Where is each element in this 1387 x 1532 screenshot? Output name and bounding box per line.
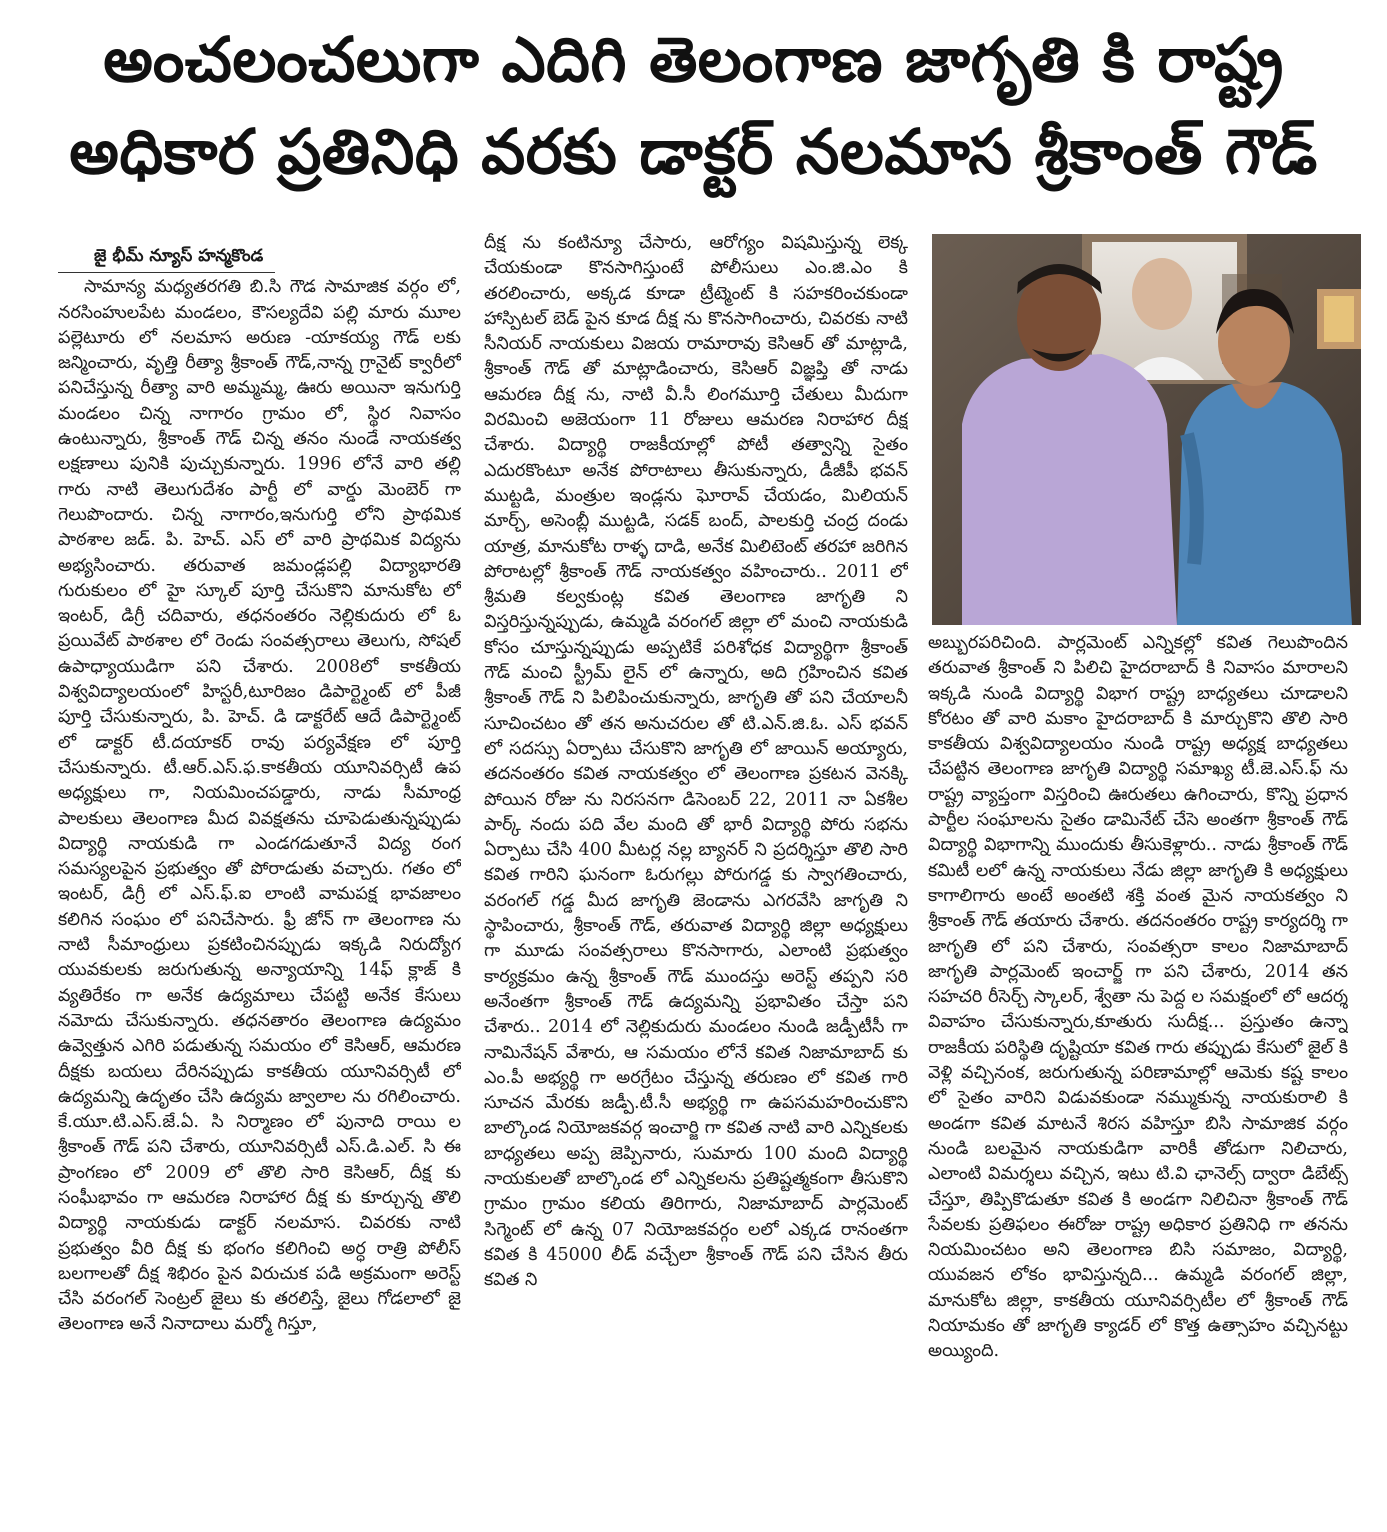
- article-paragraph-3: అబ్బురపరిచింది. పార్లమెంట్ ఎన్నికల్లో కవిత గెలుపొందిన తరువాత శ్రీకాంత్ ని పిలిచి హైదరాబాద్ కి నివాసం మారాలని ఇక్కడి నుండి విద్యార్థి విభాగ రాష్ట్ర బాధ్యతలు చూడాలని కోరటం తో వారి మకాం హైదరాబాద్ కి మార్చుకొని తొలి సారి కాకతీయ విశ్వవిద్యాలయం నుండి రాష్ట్ర అధ్యక్ష బాధ్యతలు చేపట్టిన తెలంగాణ జాగృతి విద్యార్థి సమాఖ్య టీ.జె.ఎస్.ఫ్ ను రాష్ట్ర వ్యాప్తంగా విస్తరించి ఊరుతలు ఉగించారు, కొన్ని ప్రధాన పార్టీల సంఘాలను సైతం డామినేట్ చేసె అంతగా శ్రీకాంత్ గౌడ్ విద్యార్థి విభాగాన్ని ముందుకు తీసుకెళ్లారు.. నాడు శ్రీకాంత్ గౌడ్ కమిటీ లలో ఉన్న నాయకులు నేడు జిల్లా జాగృతి కి అధ్యక్షులు కాగాలిగారు అంటే అంతటి శక్తి వంత మైన నాయకత్వం ని శ్రీకాంత్ గౌడ్ తయారు చేశారు. తదనంతరం రాష్ట్ర కార్యదర్శి గా జాగృతి లో పని చేశారు, సంవత్సరా కాలం నిజామాబాద్ జాగృతి పార్లమెంట్ ఇంచార్జ్ గా పని చేశారు, 2014 తన సహచరి రీసెర్చ్ స్కాలర్, శ్వేతా ను పెద్ద ల సమక్షంలో లో ఆదర్శ వివాహం చేసుకున్నారు,కూతురు సుదీక్ష... ప్రస్తుతం ఉన్నా రాజకీయ పరిస్థితి దృష్టియా కవిత గారు తప్పుడు కేసులో జైల్ కి వెళ్లి వచ్చినంక, జరుగుతున్న పరిణామాల్లో ఆమెకు కష్ట కాలం లో సైతం వారిని విడువకుండా నమ్ముకున్న నాయకురాలి కి అండగా కవిత మాటనే శిరస వహిస్తూ బిసి సామాజిక వర్గం నుండి బలమైన నాయకుడిగా వారికీ తోడుగా నిలిచారు, ఎలాంటి విమర్శలు వచ్చిన, ఇటు టి.వి ఛానెల్స్ ద్వారా డిబేట్స్ చేస్తూ, తిప్పికొడుతూ కవిత కి అండగా నిలిచినా శ్రీకాంత్ గౌడ్ సేవలకు ప్రతిఫలం ఈరోజు రాష్ట్ర అధికార ప్రతినిధి గా తనను నియమించటం అని తెలంగాణ బిసి సమాజం, విద్యార్థి, యువజన లోకం భావిస్తున్నది... ఉమ్మడి వరంగల్ జిల్లా, మానుకోట జిల్లా, కాకతీయ యూనివర్సిటీల లో శ్రీకాంత్ గౌడ్ నియామకం తో జాగృతి క్యాడర్ లో కొత్త ఉత్సాహం వచ్చినట్టు అయ్యింది.: [928, 633, 1348, 1362]
- headline: [20, 14, 1367, 198]
- article-paragraph-2: దీక్ష ను కంటిన్యూ చేసారు, ఆరోగ్యం విషమిస్తున్న లెక్క చేయకుండా కొనసాగిస్తుంటే పోలీసులు ఎం.జి.ఎం కి తరలించారు, అక్కడ కూడా ట్రీట్మెంట్ కి సహకరించకుండా హాస్పిటల్ బెడ్ పైన కూడ దీక్ష ను కొనసాగించారు, చివరకు నాటి సీనియర్ నాయకులు విజయ రామారావు కెసిఆర్ తో మాట్లాడి, శ్రీకాంత్ గౌడ్ తో మాట్లాడించారు, కెసిఆర్ విజ్ఞప్తి తో నాడు ఆమరణ దీక్ష ను, నాటి వీ.సీ లింగమూర్తి చేతులు మీదుగా విరమించి అజెయంగా 11 రోజులు ఆమరణ నిరాహార దీక్ష చేశారు. విద్యార్థి రాజకీయాల్లో పోటీ తత్వాన్ని సైతం ఎదురకొంటూ అనేక పోరాటాలు తీసుకున్నారు, డీజీపీ భవన్ ముట్టడి, మంత్రుల ఇండ్లను ఘోరావ్ చేయడం, మిలియన్ మార్చ్, అసెంబ్లీ ముట్టడి, సడక్ బంద్, పాలకుర్తి చంద్ర దండు యాత్ర, మానుకోట రాళ్ళ దాడి, అనేక మిలిటెంట్ తరహా జరిగిన పోరాటల్లో శ్రీకాంత్ గౌడ్ నాయకత్వం వహించారు.. 2011 లో శ్రీమతి కల్వకుంట్ల కవిత తెలంగాణ జాగృతి ని విస్తరిస్తున్నప్పుడు, ఉమ్మడి వరంగల్ జిల్లా లో మంచి నాయకుడి కోసం చూస్తున్నప్పుడు అప్పటికే పరిశోధక విద్యార్థిగా శ్రీకాంత్ గౌడ్ మంచి స్ట్రీమ్ లైన్ లో ఉన్నారు, అది గ్రహించిన కవిత శ్రీకాంత్ గౌడ్ ని పిలిపించుకున్నారు, జాగృతి తో పని చేయాలనీ సూచించటం తో తన అనుచరుల తో టి.ఎన్.జి.ఓ. ఎస్ భవన్ లో సదస్సు ఏర్పాటు చేసుకొని జాగృతి లో జాయిన్ అయ్యారు, తదనంతరం కవిత నాయకత్వం లో తెలంగాణ ప్రకటన వెనక్కి పోయిన రోజు ను నిరసనగా డిసెంబర్ 22, 2011 నా ఏకశీల పార్క్ నందు పది వేల మంది తో భారీ విద్యార్థి పోరు సభను ఏర్పాటు చేసి 400 మీటర్ల నల్ల బ్యానర్ ని ప్రదర్శిస్తూ తొలి సారి కవిత గారిని ఘనంగా ఓరుగల్లు పోరుగడ్డ కు స్వాగతించారు, వరంగల్ గడ్డ మీద జాగృతి జెండాను ఎగరవేసి జాగృతి ని స్థాపించారు, శ్రీకాంత్ గౌడ్, తరువాత విద్యార్థి జిల్లా అధ్యక్షులు గా మూడు సంవత్సరాలు కొనసాగారు, ఎలాంటి ప్రభుత్వం కార్యక్రమం ఉన్న శ్రీకాంత్ గౌడ్ ముందస్తు అరెస్ట్ తప్పని సరి అనేంతగా శ్రీకాంత్ గౌడ్ ఉద్యమన్ని ప్రభావితం చేస్తా పని చేశారు.. 2014 లో నెల్లికుదురు మండలం నుండి జడ్పీటీసీ గా నామినేషన్ వేశారు, ఆ సమయం లోనే కవిత నిజామాబాద్ కు ఎం.పీ అభ్యర్థి గా అరగ్రేటం చేస్తున్న తరుణం లో కవిత గారి సూచన మేరకు జడ్పీ.టీ.సీ అభ్యర్థి గా ఉపసమహరించుకొని బాల్కొండ నియోజకవర్గ ఇంచార్జి గా కవిత నాటి వారి ఎన్నికలకు బాధ్యతలు అప్ప జెప్పినారు, సుమారు 100 మంది విద్యార్థి నాయకులతో బాల్కొండ లో ఎన్నికలను ప్రతిష్టత్మకంగా తీసుకొని గ్రామం గ్రామం కలియ తిరిగారు, నిజామాబాద్ పార్లమెంట్ సిగ్మెంట్ లో ఉన్న 07 నియోజకవర్గం లలో ఎక్కడ రానంతగా కవిత కి 45000 లీడ్ వచ్చేలా శ్రీకాంత్ గౌడ్ పని చేసిన తీరు కవిత ని: [484, 233, 908, 1291]
- headline-line-1: అంచలంచలుగా ఎదిగి తెలంగాణ జాగృతి కి రాష్ట్ర: [103, 23, 1284, 96]
- man-shirt: [962, 354, 1177, 625]
- byline: జై భీమ్ న్యూస్ హన్మకొండ: [58, 244, 275, 273]
- article-column-2: [484, 231, 908, 1503]
- article-paragraph-1: సామాన్య మధ్యతరగతి బి.సి గౌడ సామాజిక వర్గం లో, నరసింహులపేట మండలం, కౌసల్యదేవి పల్లి మారు మూల పల్లెటూరు లో నలమాస అరుణ -యాకయ్య గౌడ్ లకు జన్మించారు, వృత్తి రీత్యా శ్రీకాంత్ గౌడ్,నాన్న గ్రానైట్ క్వారీలో పనిచేస్తున్న రీత్యా వారి అమ్మమ్మ, ఊరు అయినా ఇనుగుర్తి మండలం చిన్న నాగారం గ్రామం లో, స్థిర నివాసం ఉంటున్నారు, శ్రీకాంత్ గౌడ్ చిన్న తనం నుండే నాయకత్వ లక్షణాలు పునికి పుచ్చుకున్నారు. 1996 లోనే వారి తల్లి గారు నాటి తెలుగుదేశం పార్టీ లో వార్డు మెంబెర్ గా గెలుపొందారు. చిన్న నాగారం,ఇనుగుర్తి లోని ప్రాథమిక పాఠశాల జడ్. పి. హెచ్. ఎస్ లో వారి ప్రాథమిక విద్యను అభ్యసించారు. తరువాత జమండ్లపల్లి విద్యాభారతి గురుకులం లో హై స్కూల్ పూర్తి చేసుకొని మానుకోట లో ఇంటర్, డిగ్రీ చదివారు, తధనంతరం నెల్లికుదురు లో ఓ ప్రయివేట్ పాఠశాల లో రెండు సంవత్సరాలు తెలుగు, సోషల్ ఉపాధ్యాయుడిగా పని చేశారు. 2008లో కాకతీయ విశ్వవిద్యాలయంలో హిస్టరీ,టూరిజం డిపార్ట్మెంట్ లో పీజీ పూర్తి చేసుకున్నారు, పి. హెచ్. డి డాక్టరేట్ ఆదే డిపార్ట్మెంట్ లో డాక్టర్ టీ.దయాకర్ రావు పర్యవేక్షణ లో పూర్తి చేసుకున్నారు. టీ.ఆర్.ఎస్.ఫ.కాకతీయ యూనివర్సిటీ ఉప అధ్యక్షులు గా, నియమించపడ్డారు, నాడు సీమాంధ్ర పాలకులు తెలంగాణ మీద వివక్షతను చూపెడుతున్నప్పుడు విద్యార్థి నాయకుడి గా ఎండగడుతూనే విద్య రంగ సమస్యలపైన ప్రభుత్వం తో పోరాడుతు వచ్చారు. గతం లో ఇంటర్, డిగ్రీ లో ఎస్.ఫ్.ఐ లాంటి వామపక్ష భావజాలం కలిగిన సంఘం లో పనిచేసారు. ఫ్రీ జోన్ గా తెలంగాణ ను నాటి సీమాంధ్రులు ప్రకటించినప్పుడు ఇక్కడి నిరుద్యోగ యువకులకు జరుగుతున్న అన్యాయాన్ని 14ఫ్ క్లాజ్ కి వ్యతిరేకం గా అనేక ఉద్యమాలు చేపట్టి అనేక కేసులు నమోదు చేసుకున్నారు. తధనతారం తెలంగాణ ఉద్యమం ఉవ్వెత్తున ఎగిరి పడుతున్న సమయం లో కెసిఆర్, ఆమరణ దీక్షకు బయలు దేరినప్పుడు కాకతీయ యూనివర్సిటీ లో ఉద్యమన్ని ఉదృతం చేసి ఉద్యమ జ్వాలాల ను రగిలించారు. కే.యూ.టి.ఎస్.జే.ఏ. సి నిర్మాణం లో పునాది రాయి ల శ్రీకాంత్ గౌడ్ పని చేశారు, యూనివర్సిటీ ఎస్.డి.ఎల్. సి ఈ ప్రాంగణం లో 2009 లో తొలి సారి కెసిఆర్, దీక్ష కు సంఘీభావం గా ఆమరణ నిరాహార దీక్ష కు కూర్చున్న తొలి విద్యార్థి నాయకుడు డాక్టర్ నలమాస. చివరకు నాటి ప్రభుత్వం వీరి దీక్ష కు భంగం కలిగించి అర్ధ రాత్రి పోలీస్ బలగాలతో దీక్ష శిభిరం పైన విరుచుక పడి అక్రమంగా అరెస్ట్ చేసి వరంగల్ సెంట్రల్ జైలు కు తరలిస్తే, జైలు గోడలాలో జై తెలంగాణ అనే నినాదాలు మర్మో గిస్తూ,: [58, 277, 461, 1335]
- article-column-3: [928, 631, 1348, 1506]
- headline-line-2: అధికార ప్రతినిధి వరకు డాక్టర్ నలమాస శ్రీకాంత్ గౌడ్: [69, 115, 1318, 188]
- article-photo: [932, 234, 1361, 625]
- article-column-1: [58, 244, 461, 1506]
- photo-illustration: [932, 234, 1361, 625]
